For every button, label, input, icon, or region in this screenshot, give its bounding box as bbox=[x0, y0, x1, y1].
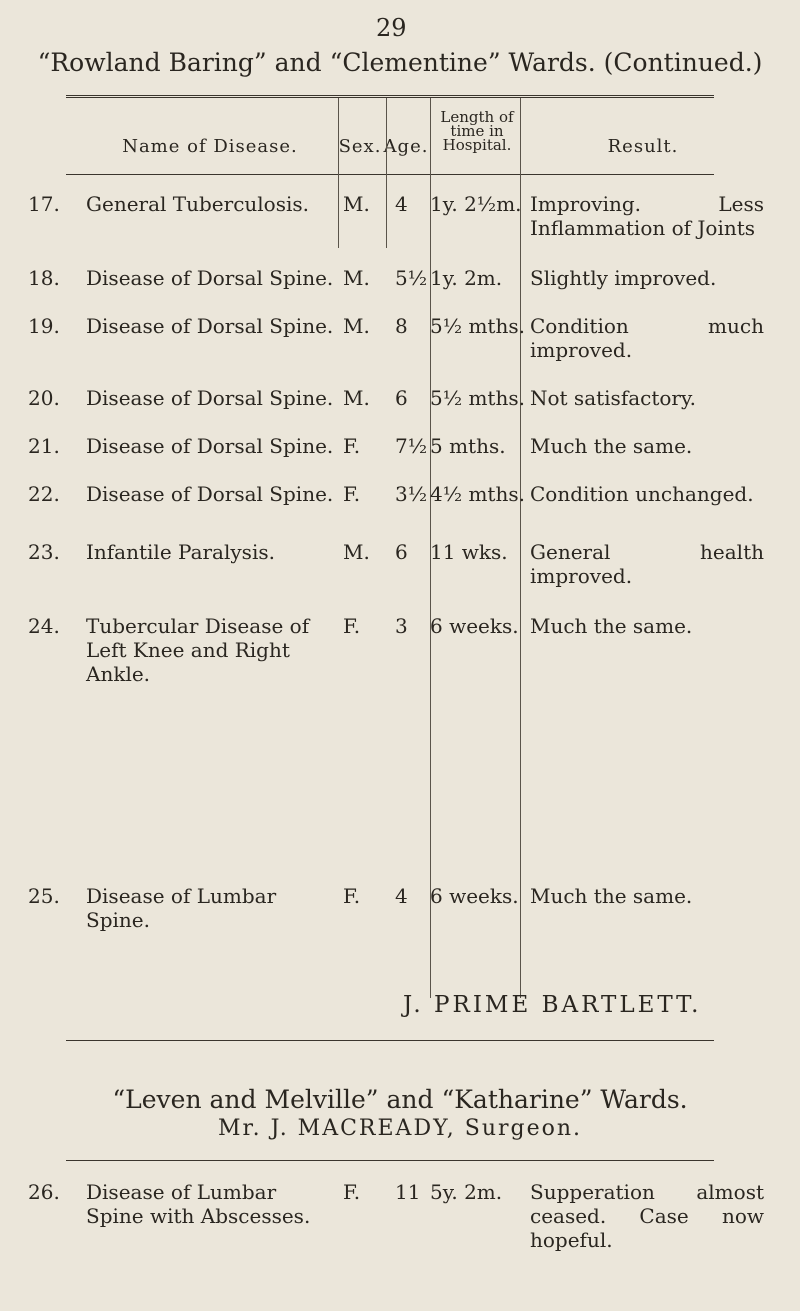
sex: F. bbox=[343, 884, 361, 908]
disease-name: Infantile Paralysis. bbox=[86, 540, 275, 564]
sex: F. bbox=[343, 482, 361, 506]
disease-name: Disease of Dorsal Spine. bbox=[86, 386, 334, 410]
column-header-sex: Sex. bbox=[338, 136, 382, 157]
entry-number: 22. bbox=[28, 482, 60, 506]
column-line-1 bbox=[338, 98, 339, 248]
result-text: Not satisfactory. bbox=[530, 386, 696, 410]
column-header-result: Result. bbox=[607, 136, 679, 157]
sex: F. bbox=[343, 434, 361, 458]
result-text: Much the same. bbox=[530, 884, 693, 908]
result-text: Condition much improved. bbox=[530, 314, 764, 362]
sex: M. bbox=[343, 314, 370, 338]
sex: F. bbox=[343, 614, 361, 638]
column-header-name: Name of Disease. bbox=[122, 136, 298, 157]
disease-name: General Tuberculosis. bbox=[86, 192, 309, 216]
column-header-age: Age. bbox=[383, 136, 429, 157]
entry-number: 18. bbox=[28, 266, 60, 290]
column-line-2 bbox=[386, 98, 387, 248]
column-line-4 bbox=[520, 98, 521, 998]
result-text: Much the same. bbox=[530, 614, 693, 638]
age: 4 bbox=[395, 884, 408, 908]
sex: F. bbox=[343, 1180, 361, 1204]
section-rule bbox=[66, 1040, 714, 1041]
disease-name: Disease of Dorsal Spine. bbox=[86, 266, 334, 290]
length-of-stay: 5½ mths. bbox=[430, 314, 525, 338]
entry-number: 25. bbox=[28, 884, 60, 908]
length-of-stay: 5 mths. bbox=[430, 434, 506, 458]
entry-number: 23. bbox=[28, 540, 60, 564]
running-head: “Rowland Baring” and “Clementine” Wards. (Continued.) bbox=[37, 48, 763, 77]
disease-name: Disease of Lumbar Spine with Abscesses. bbox=[86, 1180, 311, 1228]
disease-name: Disease of Lumbar Spine. bbox=[86, 884, 277, 932]
column-header-length: Length of time in Hospital. bbox=[440, 108, 514, 154]
result-text: Much the same. bbox=[530, 434, 693, 458]
header-rule bbox=[66, 174, 714, 175]
sex: M. bbox=[343, 386, 370, 410]
length-of-stay: 6 weeks. bbox=[430, 884, 519, 908]
entry-number: 26. bbox=[28, 1180, 60, 1204]
result-text: Improving. Less Inflammation of Joints bbox=[530, 192, 764, 240]
age: 3 bbox=[395, 614, 408, 638]
age: 6 bbox=[395, 540, 408, 564]
entry-number: 24. bbox=[28, 614, 60, 638]
page-number: 29 bbox=[376, 14, 407, 42]
top-rule bbox=[66, 95, 714, 98]
entry-number: 19. bbox=[28, 314, 60, 338]
length-of-stay: 6 weeks. bbox=[430, 614, 519, 638]
disease-name: Disease of Dorsal Spine. bbox=[86, 482, 334, 506]
result-text: Supperation almost ceased. Case now hopeful. bbox=[530, 1180, 764, 1252]
signature: J. PRIME BARTLETT. bbox=[403, 992, 702, 1018]
length-of-stay: 1y. 2½m. bbox=[430, 192, 522, 216]
age: 8 bbox=[395, 314, 408, 338]
length-of-stay: 5y. 2m. bbox=[430, 1180, 503, 1204]
length-of-stay: 5½ mths. bbox=[430, 386, 525, 410]
sex: M. bbox=[343, 266, 370, 290]
age: 4 bbox=[395, 192, 408, 216]
age: 5½ bbox=[395, 266, 428, 290]
length-of-stay: 11 wks. bbox=[430, 540, 508, 564]
entry-number: 17. bbox=[28, 192, 60, 216]
age: 7½ bbox=[395, 434, 428, 458]
surgeon-name: Mr. J. MACREADY, Surgeon. bbox=[217, 1116, 583, 1141]
disease-name: Disease of Dorsal Spine. bbox=[86, 434, 334, 458]
entry-number: 21. bbox=[28, 434, 60, 458]
disease-name: Disease of Dorsal Spine. bbox=[86, 314, 334, 338]
result-text: General health improved. bbox=[530, 540, 764, 588]
length-of-stay: 4½ mths. bbox=[430, 482, 525, 506]
sex: M. bbox=[343, 192, 370, 216]
result-text: Slightly improved. bbox=[530, 266, 717, 290]
section-table-rule bbox=[66, 1160, 714, 1161]
sex: M. bbox=[343, 540, 370, 564]
length-of-stay: 1y. 2m. bbox=[430, 266, 503, 290]
age: 3½ bbox=[395, 482, 428, 506]
entry-number: 20. bbox=[28, 386, 60, 410]
age: 11 bbox=[395, 1180, 421, 1204]
age: 6 bbox=[395, 386, 408, 410]
section-title: “Leven and Melville” and “Katharine” Wards. bbox=[112, 1085, 688, 1114]
result-text: Condition unchanged. bbox=[530, 482, 754, 506]
disease-name: Tubercular Disease of Left Knee and Right Ankle. bbox=[86, 614, 310, 686]
